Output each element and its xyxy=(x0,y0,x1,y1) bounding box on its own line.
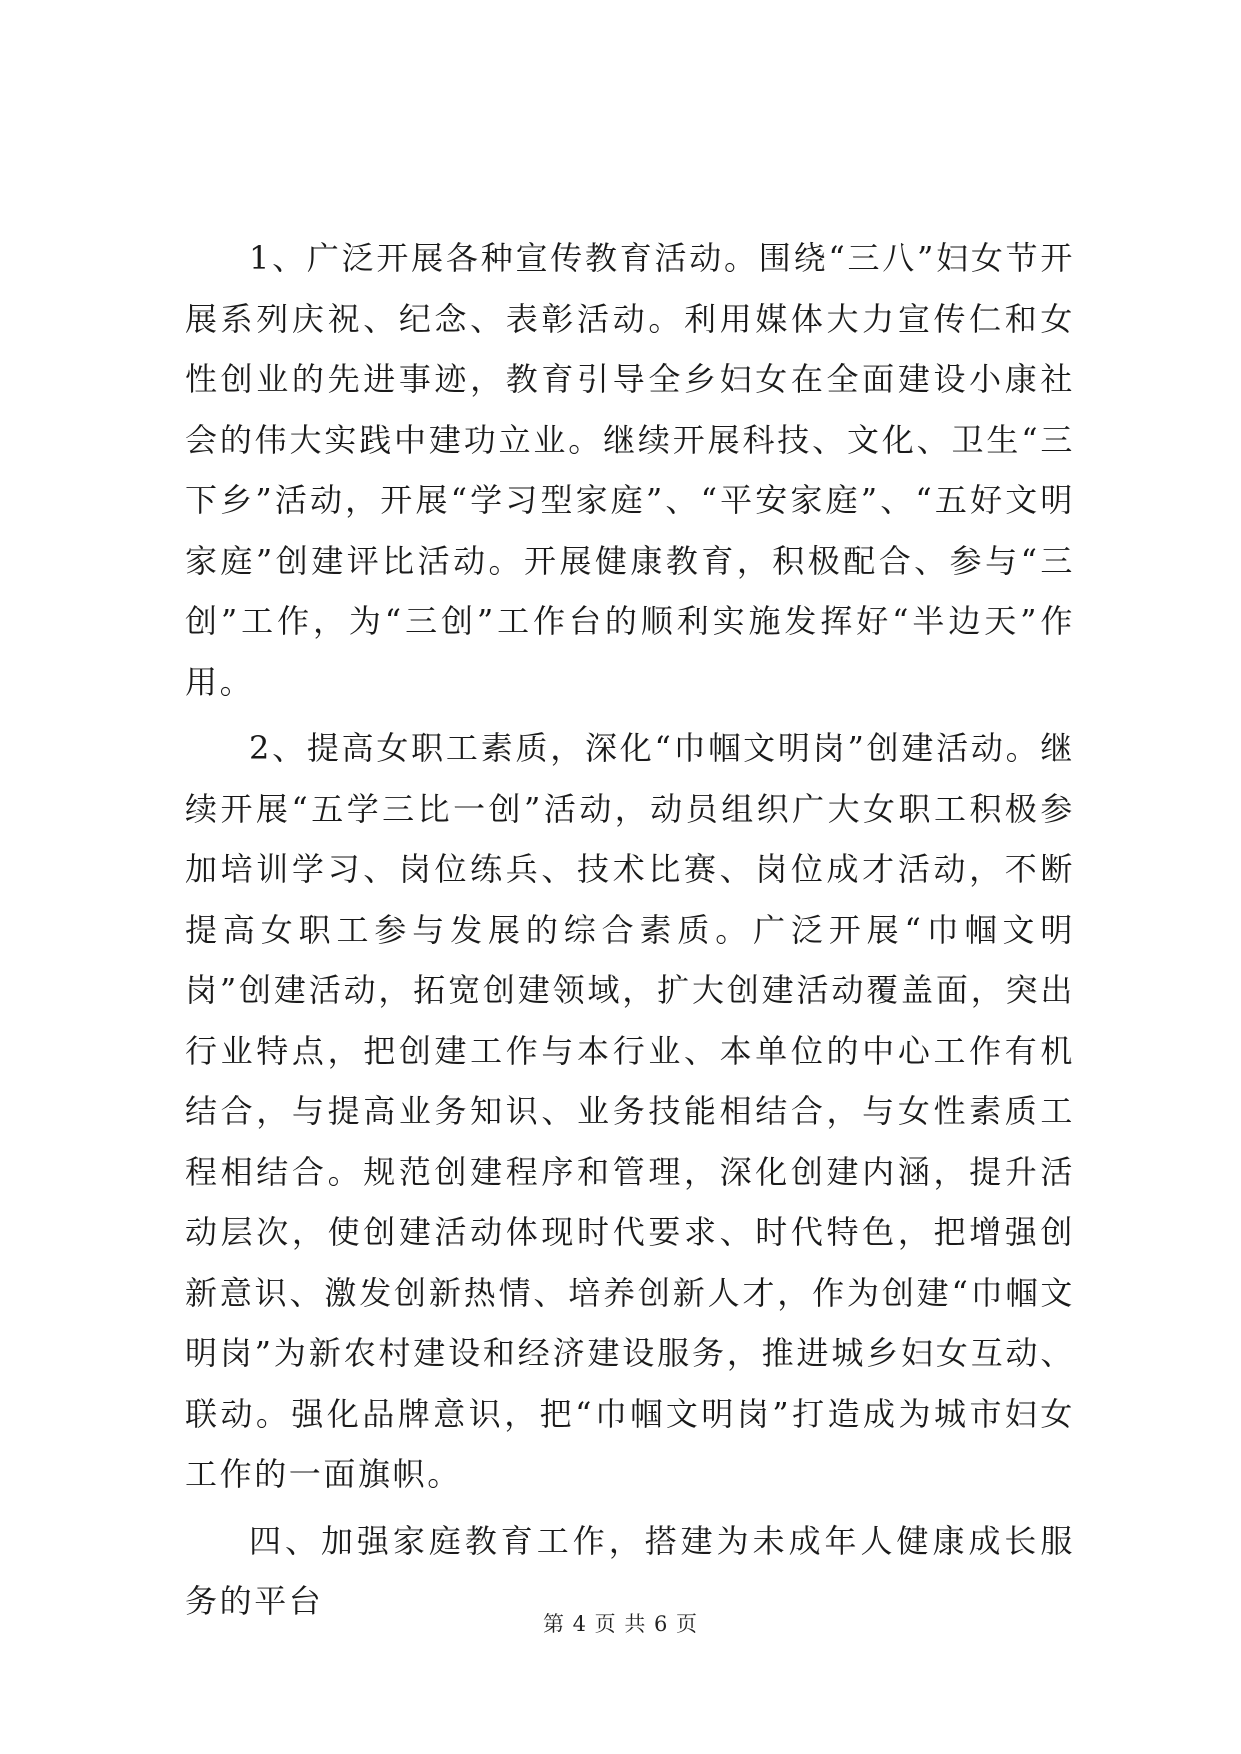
document-body xyxy=(185,228,1075,1638)
section-heading-4: 四、加强家庭教育工作，搭建为未成年人健康成长服务的平台 xyxy=(185,1521,1075,1620)
paragraph-2: 2、提高女职工素质，深化“巾帼文明岗”创建活动。继续开展“五学三比一创”活动，动员组织广大女职工积极参加培训学习、岗位练兵、技术比赛、岗位成才活动，不断提高女职工参与发展的综合素质。广泛开展“巾帼文明岗”创建活动，拓宽创建领域，扩大创建活动覆盖面，突出行业特点，把创建工作与本行业、本单位的中心工作有机结合，与提高业务知识、业务技能相结合，与女性素质工程相结合。规范创建程序和管理，深化创建内涵，提升活动层次，使创建活动体现时代要求、时代特色，把增强创新意识、激发创新热情、培养创新人才，作为创建“巾帼文明岗”为新农村建设和经济建设服务，推进城乡妇女互动、联动。强化品牌意识，把“巾帼文明岗”打造成为城市妇女工作的一面旗帜。 xyxy=(185,729,1075,1493)
page-number-footer: 第 4 页 共 6 页 xyxy=(542,1612,699,1636)
paragraph-1: 1、广泛开展各种宣传教育活动。围绕“三八”妇女节开展系列庆祝、纪念、表彰活动。利用媒体大力宣传仁和女性创业的先进事迹，教育引导全乡妇女在全面建设小康社会的伟大实践中建功立业。继续开展科技、文化、卫生“三下乡”活动，开展“学习型家庭”、“平安家庭”、“五好文明家庭”创建评比活动。开展健康教育，积极配合、参与“三创”工作，为“三创”工作台的顺利实施发挥好“半边天”作用。 xyxy=(185,239,1075,701)
